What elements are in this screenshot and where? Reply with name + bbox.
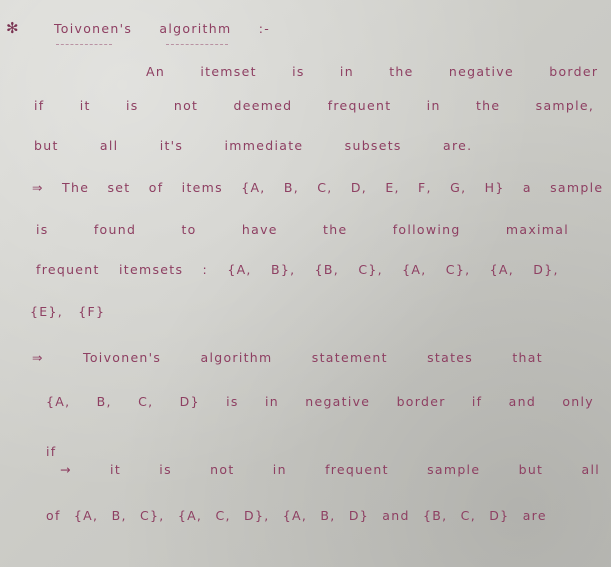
title-underline — [166, 44, 228, 45]
asterisk-bullet: ✻ — [6, 19, 19, 37]
note-line: but all it's immediate subsets are. — [34, 138, 473, 153]
note-line: if it is not deemed frequent in the sample, — [34, 98, 595, 113]
note-line: ⇒ The set of items {A, B, C, D, E, F, G, H} a sample — [32, 180, 604, 195]
note-line: ⇒ Toivonen's algorithm statement states that — [32, 350, 543, 365]
note-line: is found to have the following maximal — [36, 222, 569, 237]
note-title: Toivonen's algorithm :- — [54, 21, 271, 36]
note-line: of {A, B, C}, {A, C, D}, {A, B, D} and {B, C, D} are — [46, 508, 547, 523]
note-line: → it is not in frequent sample but all — [60, 462, 601, 477]
note-line: {E}, {F} — [30, 304, 106, 319]
note-line: frequent itemsets : {A, B}, {B, C}, {A, C}, {A, D}, — [36, 262, 559, 277]
title-underline — [56, 44, 112, 45]
note-line: An itemset is in the negative border — [146, 64, 599, 79]
note-line: {A, B, C, D} is in negative border if and only — [46, 394, 594, 409]
note-line: if — [46, 444, 57, 459]
